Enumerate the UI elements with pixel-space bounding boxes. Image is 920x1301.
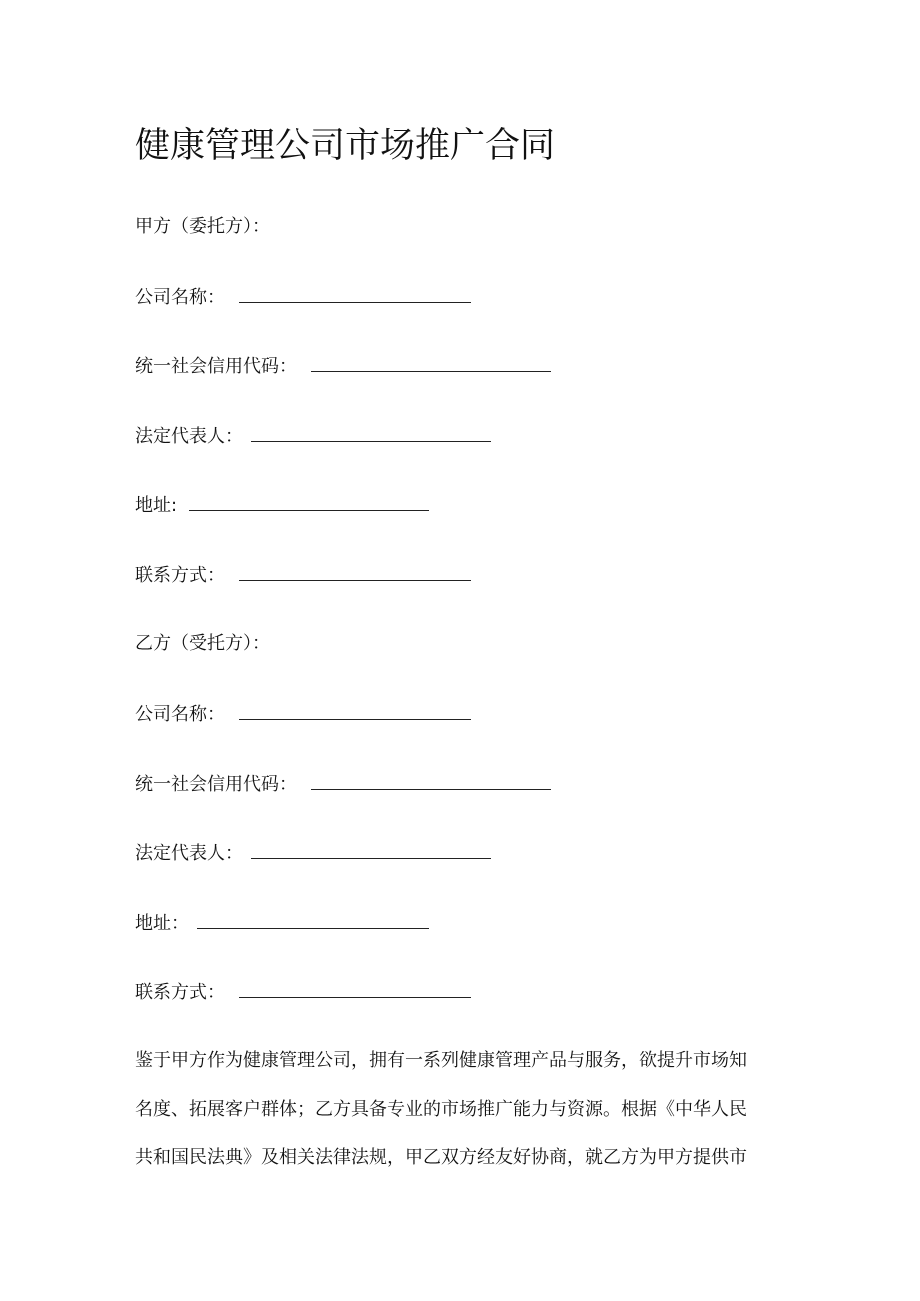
party-b-heading: 乙方（受托方）：	[135, 633, 270, 654]
party-a-contact-blank[interactable]	[239, 562, 471, 581]
party-b-rep-label: 法定代表人：	[135, 843, 243, 864]
party-a-rep-blank[interactable]	[251, 423, 491, 442]
party-b-contact-blank[interactable]	[239, 979, 471, 998]
party-b-credit-row	[135, 771, 551, 798]
party-a-credit-row	[135, 353, 551, 380]
party-a-rep-label: 法定代表人：	[135, 426, 243, 447]
document-title: 健康管理公司市场推广合同	[135, 126, 556, 166]
party-a-credit-label: 统一社会信用代码：	[135, 356, 297, 377]
party-b-contact-label: 联系方式：	[135, 982, 225, 1003]
party-b-address-label: 地址：	[135, 913, 189, 934]
party-a-address-label: 地址:	[135, 495, 178, 516]
party-a-contact-row	[135, 562, 471, 589]
party-a-company-label: 公司名称：	[135, 287, 225, 308]
party-a-company-blank[interactable]	[239, 284, 471, 303]
party-b-company-blank[interactable]	[239, 701, 471, 720]
party-b-credit-label: 统一社会信用代码：	[135, 774, 297, 795]
preamble-line: 名度、拓展客户群体；乙方具备专业的市场推广能力与资源。根据《中华人民	[135, 1099, 747, 1120]
party-b-company-label: 公司名称：	[135, 704, 225, 725]
party-a-credit-blank[interactable]	[311, 353, 551, 372]
party-b-rep-row	[135, 840, 491, 867]
party-b-company-row	[135, 701, 471, 728]
party-b-credit-blank[interactable]	[311, 771, 551, 790]
preamble-line: 共和国民法典》及相关法律法规，甲乙双方经友好协商，就乙方为甲方提供市	[135, 1147, 747, 1168]
party-b-contact-row	[135, 979, 471, 1006]
preamble-line: 鉴于甲方作为健康管理公司，拥有一系列健康管理产品与服务，欲提升市场知	[135, 1050, 747, 1071]
party-a-rep-row	[135, 423, 491, 450]
party-a-company-row	[135, 284, 471, 311]
party-b-address-blank[interactable]	[197, 910, 429, 929]
party-b-rep-blank[interactable]	[251, 840, 491, 859]
party-b-address-row	[135, 910, 429, 937]
party-a-heading: 甲方（委托方）：	[135, 216, 270, 237]
party-a-contact-label: 联系方式：	[135, 565, 225, 586]
party-a-address-row	[135, 492, 429, 519]
party-a-address-blank[interactable]	[189, 492, 429, 511]
